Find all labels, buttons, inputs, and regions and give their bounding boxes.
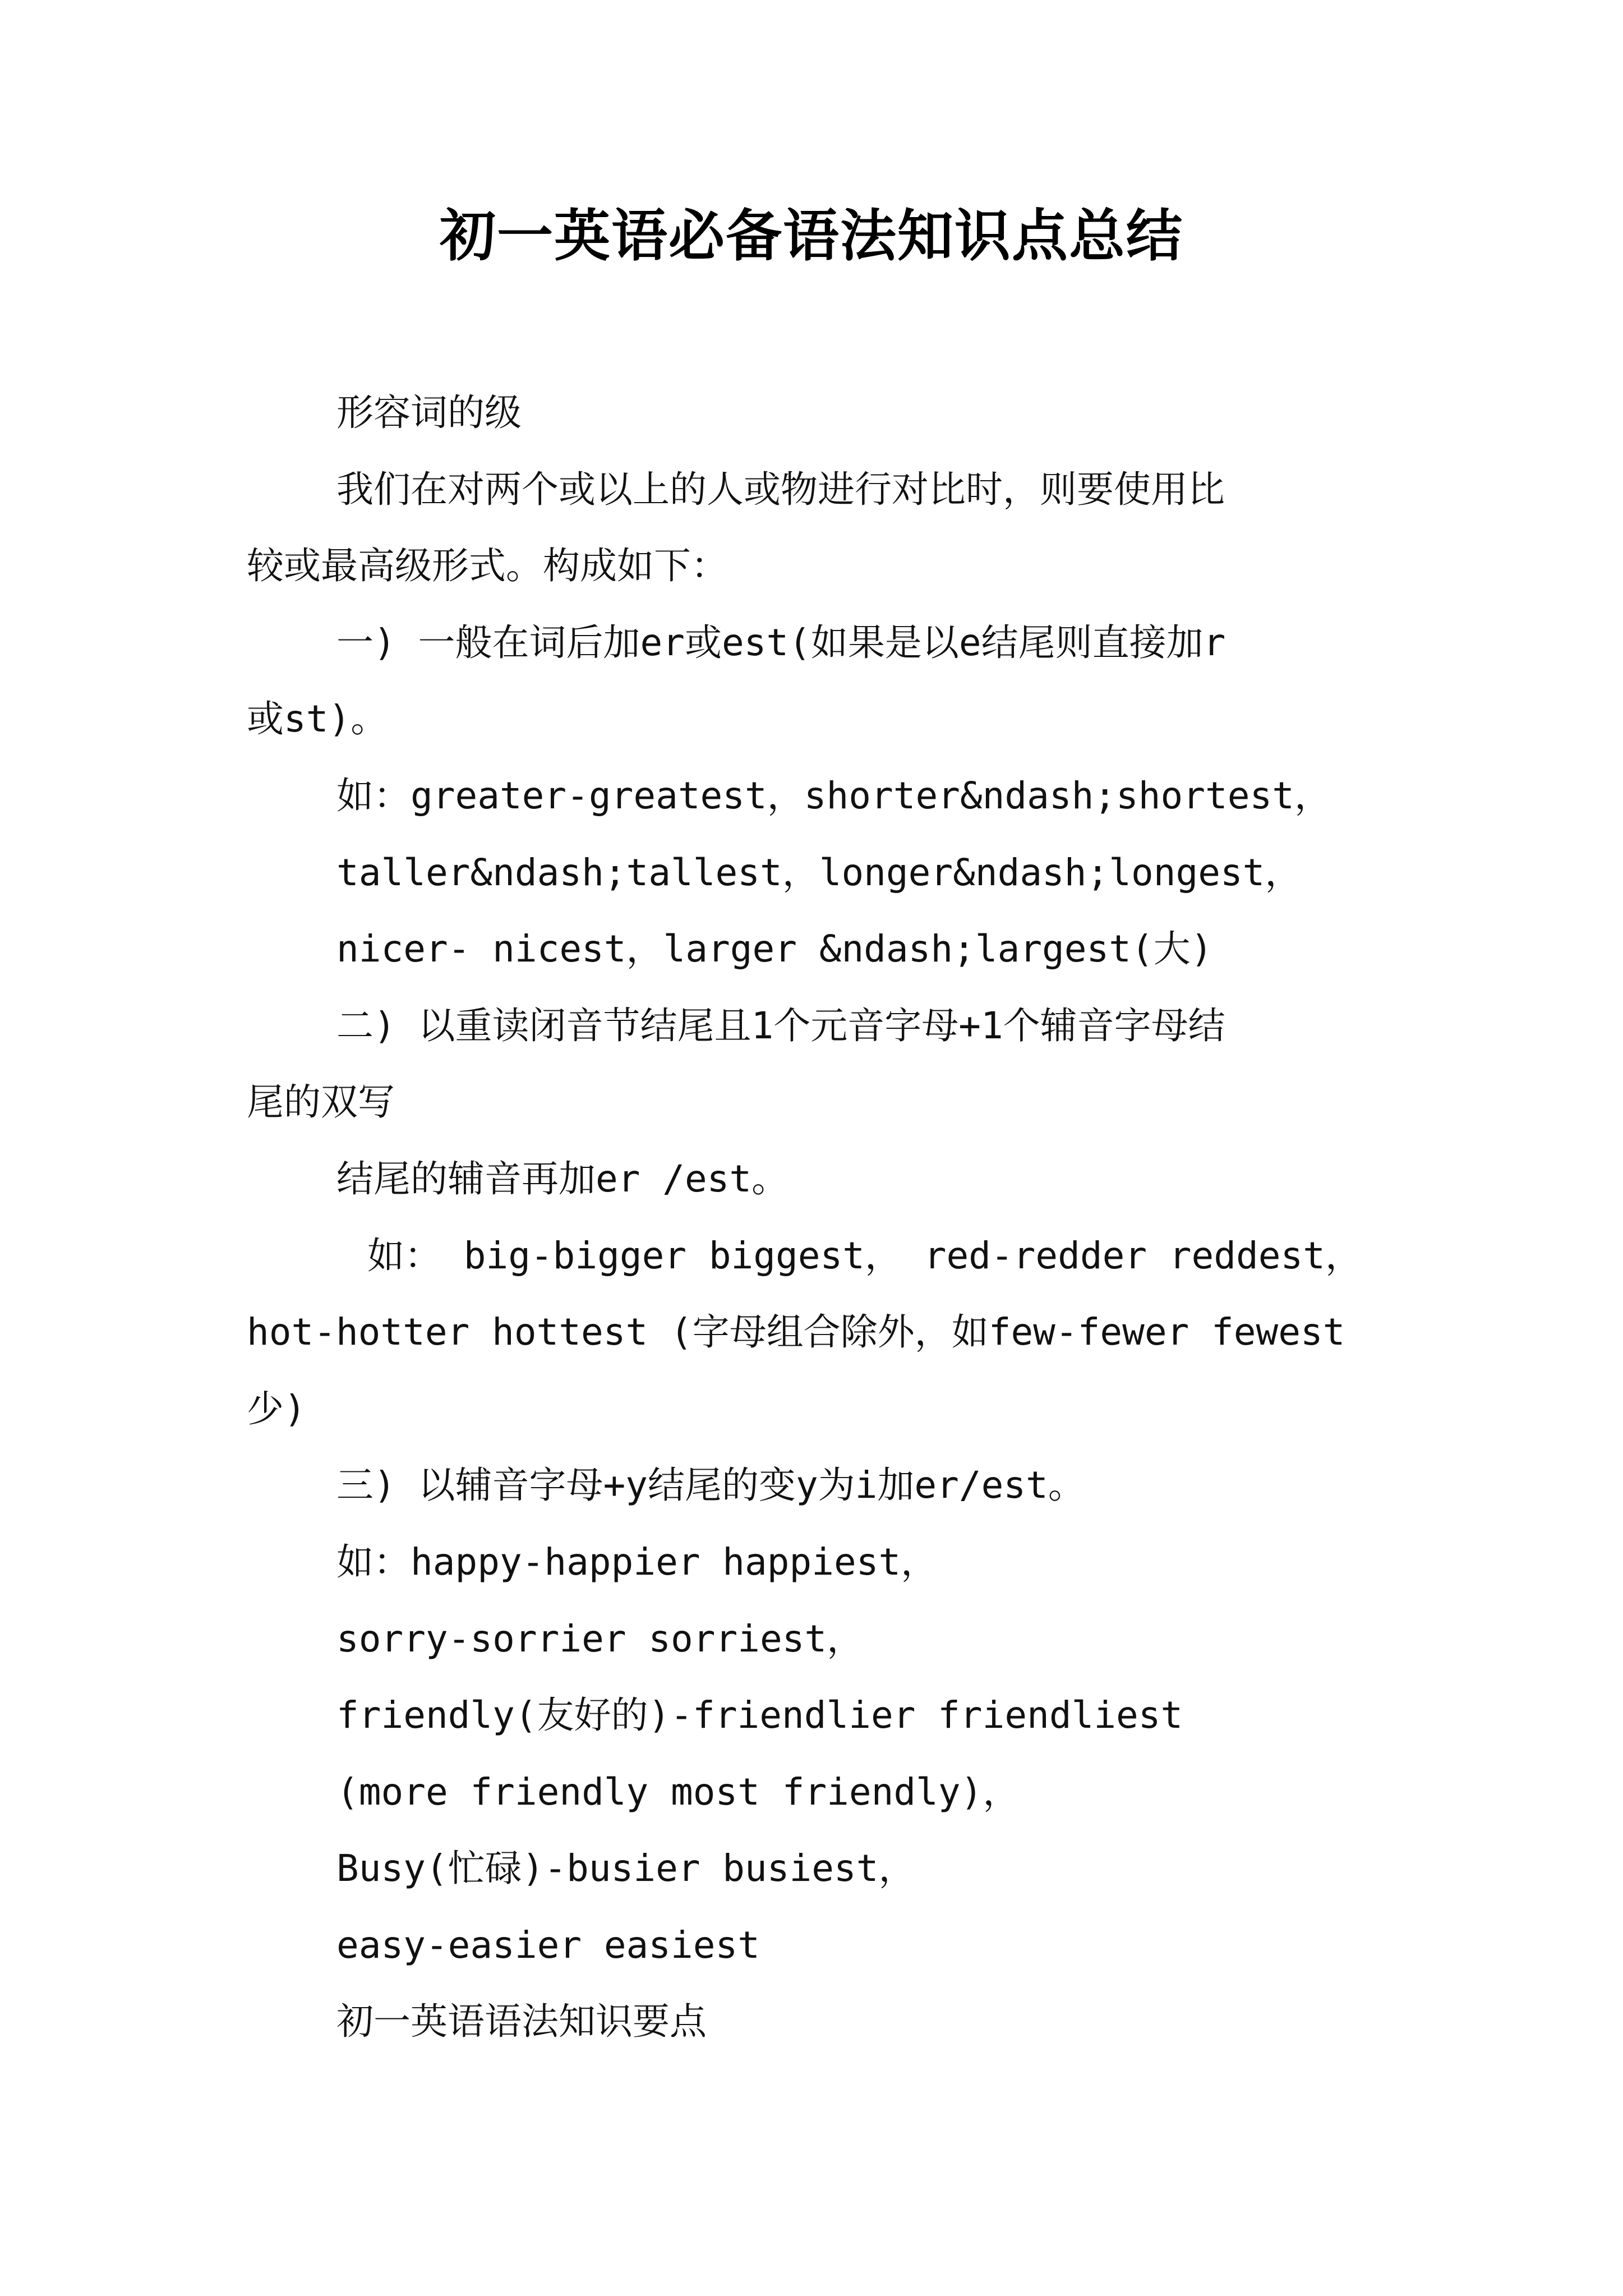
- paragraph-line: 一) 一般在词后加er或est(如果是以e结尾则直接加r: [336, 620, 1226, 664]
- paragraph-line: 三) 以辅音字母+y结尾的变y为i加er/est。: [336, 1464, 1085, 1507]
- paragraph-line: 少): [247, 1387, 306, 1430]
- paragraph-line: sorry-sorrier sorriest，: [336, 1617, 864, 1660]
- paragraph-line: (more friendly most friendly)，: [336, 1770, 1020, 1814]
- paragraph-line: 较或最高级形式。构成如下：: [247, 544, 728, 588]
- paragraph-line: 如： big-bigger biggest， red-redder reddest，: [367, 1234, 1362, 1277]
- paragraph-line: taller&ndash;tallest，longer&ndash;longest，: [336, 850, 1302, 894]
- paragraph-line: 形容词的级: [336, 391, 522, 434]
- paragraph-line: 或st)。: [247, 697, 388, 741]
- paragraph-line: 尾的双写: [247, 1080, 395, 1124]
- paragraph-line: 如：happy-happier happiest，: [336, 1540, 938, 1584]
- paragraph-line: friendly(友好的)-friendlier friendliest: [336, 1694, 1183, 1737]
- document-title: 初一英语必备语法知识点总结: [440, 203, 1183, 269]
- paragraph-line: 如：greater-greatest，shorter&ndash;shortest，: [336, 774, 1331, 817]
- document-body: [247, 375, 1380, 2060]
- section-heading: 初一英语语法知识要点: [336, 2000, 707, 2044]
- paragraph-line: 二) 以重读闭音节结尾且1个元音字母+1个辅音字母结: [336, 1004, 1225, 1047]
- paragraph-line: 我们在对两个或以上的人或物进行对比时，则要使用比: [336, 467, 1225, 511]
- paragraph-line: 结尾的辅音再加er /est。: [336, 1157, 789, 1200]
- paragraph-line: Busy(忙碌)-busier busiest，: [336, 1847, 916, 1890]
- paragraph-line: easy-easier easiest: [336, 1923, 760, 1967]
- paragraph-line: hot-hotter hottest (字母组合除外，如few-fewer fewest: [247, 1310, 1345, 1354]
- paragraph-line: nicer- nicest，larger &ndash;largest(大): [336, 927, 1213, 971]
